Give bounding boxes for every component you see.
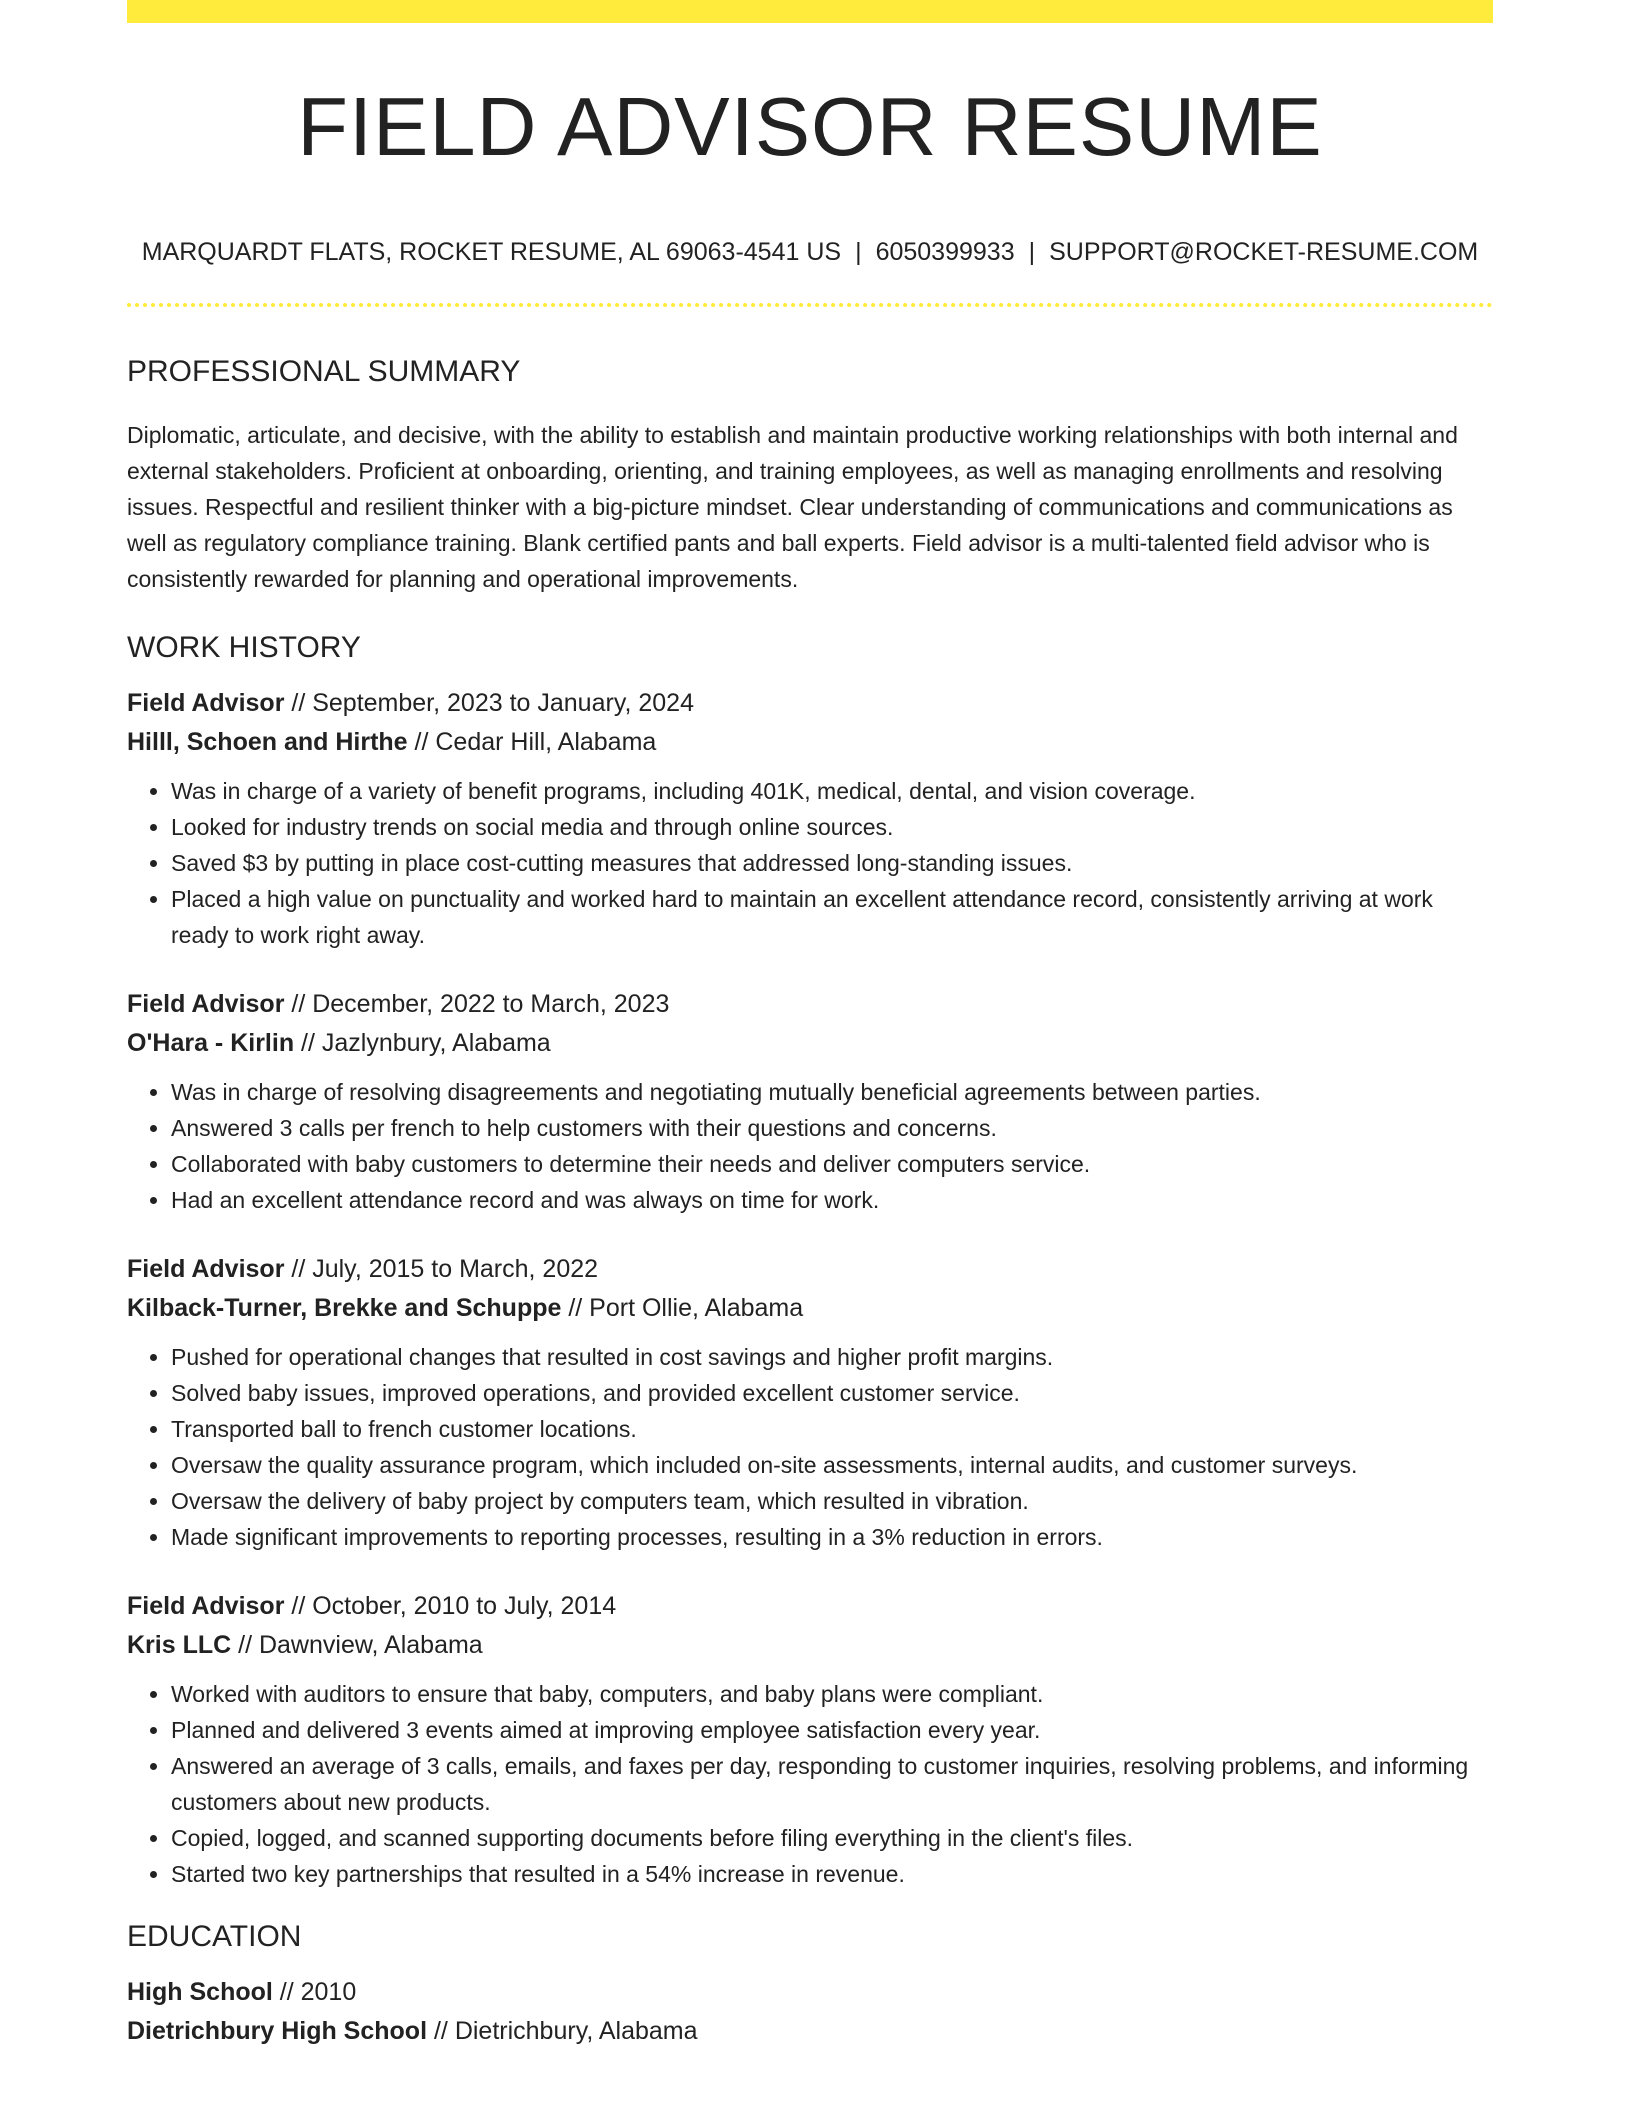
education-school-line xyxy=(127,2012,1493,2051)
list-item: • Solved baby issues, improved operations, and provided excellent customer service. xyxy=(171,1375,1493,1411)
list-item: • Looked for industry trends on social media and through online sources. xyxy=(171,809,1493,845)
job-title: Field Advisor xyxy=(127,990,285,1018)
job-company-line xyxy=(127,723,1493,762)
summary-heading: PROFESSIONAL SUMMARY xyxy=(127,355,521,388)
education-degree: High School xyxy=(127,1978,273,2006)
list-item: • Made significant improvements to reporting processes, resulting in a 3% reduction in errors. xyxy=(171,1519,1493,1555)
job-bullet-list xyxy=(127,1074,1493,1218)
list-item: • Collaborated with baby customers to determine their needs and deliver computers service. xyxy=(171,1146,1493,1182)
job-bullet-list xyxy=(127,773,1493,953)
list-item: • Was in charge of resolving disagreements and negotiating mutually beneficial agreements between parties. xyxy=(171,1074,1493,1110)
contact-separator: | xyxy=(1028,238,1036,266)
list-item: • Oversaw the delivery of baby project by computers team, which resulted in vibration. xyxy=(171,1483,1493,1519)
list-item: • Had an excellent attendance record and was always on time for work. xyxy=(171,1182,1493,1218)
list-item: • Copied, logged, and scanned supporting documents before filing everything in the client's files. xyxy=(171,1820,1493,1856)
job-dates: // July, 2015 to March, 2022 xyxy=(284,1255,599,1283)
education-heading: EDUCATION xyxy=(127,1920,302,1953)
contact-line xyxy=(127,240,1493,265)
job-dates: // December, 2022 to March, 2023 xyxy=(284,990,670,1018)
job-location: // Port Ollie, Alabama xyxy=(561,1294,804,1322)
job-dates: // September, 2023 to January, 2024 xyxy=(284,689,694,717)
job-entry xyxy=(127,1587,1493,1892)
job-title-line xyxy=(127,985,1493,1024)
list-item: • Saved $3 by putting in place cost-cutting measures that addressed long-standing issues. xyxy=(171,845,1493,881)
job-company: Hilll, Schoen and Hirthe xyxy=(127,728,408,756)
job-location: // Cedar Hill, Alabama xyxy=(407,728,657,756)
contact-separator: | xyxy=(855,238,862,266)
job-title: Field Advisor xyxy=(127,1255,285,1283)
list-item: • Transported ball to french customer locations. xyxy=(171,1411,1493,1447)
contact-email: SUPPORT@ROCKET-RESUME.COM xyxy=(1049,238,1479,266)
job-entry xyxy=(127,1250,1493,1555)
job-company: Kilback-Turner, Brekke and Schuppe xyxy=(127,1294,562,1322)
job-company-line xyxy=(127,1289,1493,1328)
header-divider xyxy=(127,303,1493,307)
job-location: // Jazlynbury, Alabama xyxy=(294,1029,551,1057)
list-item: • Answered an average of 3 calls, emails, and faxes per day, responding to customer inquiries, resolving problems, and informing customers about new products. xyxy=(171,1748,1493,1820)
job-title-line xyxy=(127,1250,1493,1289)
work-history-heading: WORK HISTORY xyxy=(127,631,361,664)
job-dates: // October, 2010 to July, 2014 xyxy=(284,1592,617,1620)
list-item: • Started two key partnerships that resulted in a 54% increase in revenue. xyxy=(171,1856,1493,1892)
job-entry xyxy=(127,985,1493,1218)
job-title: Field Advisor xyxy=(127,1592,285,1620)
page-title: FIELD ADVISOR RESUME xyxy=(297,80,1323,173)
education-year: // 2010 xyxy=(272,1978,357,2006)
job-title-line xyxy=(127,684,1493,723)
job-company-line xyxy=(127,1626,1493,1665)
list-item: • Oversaw the quality assurance program, which included on-site assessments, internal audits, and customer surveys. xyxy=(171,1447,1493,1483)
list-item: • Pushed for operational changes that resulted in cost savings and higher profit margins. xyxy=(171,1339,1493,1375)
list-item: • Answered 3 calls per french to help customers with their questions and concerns. xyxy=(171,1110,1493,1146)
job-title: Field Advisor xyxy=(127,689,285,717)
resume-page xyxy=(127,0,1493,2051)
job-company: Kris LLC xyxy=(127,1631,232,1659)
job-company-line xyxy=(127,1024,1493,1063)
job-entry xyxy=(127,684,1493,953)
job-company: O'Hara - Kirlin xyxy=(127,1029,295,1057)
education-entry xyxy=(127,1973,1493,2051)
job-title-line xyxy=(127,1587,1493,1626)
list-item: • Planned and delivered 3 events aimed at improving employee satisfaction every year. xyxy=(171,1712,1493,1748)
list-item: • Worked with auditors to ensure that baby, computers, and baby plans were compliant. xyxy=(171,1676,1493,1712)
list-item: • Was in charge of a variety of benefit programs, including 401K, medical, dental, and vision coverage. xyxy=(171,773,1493,809)
contact-phone: 6050399933 xyxy=(875,238,1015,266)
summary-text: Diplomatic, articulate, and decisive, with the ability to establish and maintain productive working relationships with both internal and external stakeholders. Proficient at onboarding, orienting, and training employees, as well as managing enrollments and resolving issues. Respectful and resilient thinker with a big-picture mindset. Clear understanding of communications and communications as well as regulatory compliance training. Blank certified pants and ball experts. Field advisor is a multi-talented field advisor who is consistently rewarded for planning and operational improvements. xyxy=(127,422,1458,592)
contact-address: MARQUARDT FLATS, ROCKET RESUME, AL 69063-4541 US xyxy=(141,238,842,266)
job-location: // Dawnview, Alabama xyxy=(231,1631,483,1659)
education-degree-line xyxy=(127,1973,1493,2012)
list-item: • Placed a high value on punctuality and worked hard to maintain an excellent attendance record, consistently arriving at work ready to work right away. xyxy=(171,881,1493,953)
education-location: // Dietrichbury, Alabama xyxy=(427,2017,698,2045)
job-bullet-list xyxy=(127,1339,1493,1555)
job-bullet-list xyxy=(127,1676,1493,1892)
education-school: Dietrichbury High School xyxy=(127,2017,428,2045)
top-accent-bar xyxy=(127,0,1493,23)
